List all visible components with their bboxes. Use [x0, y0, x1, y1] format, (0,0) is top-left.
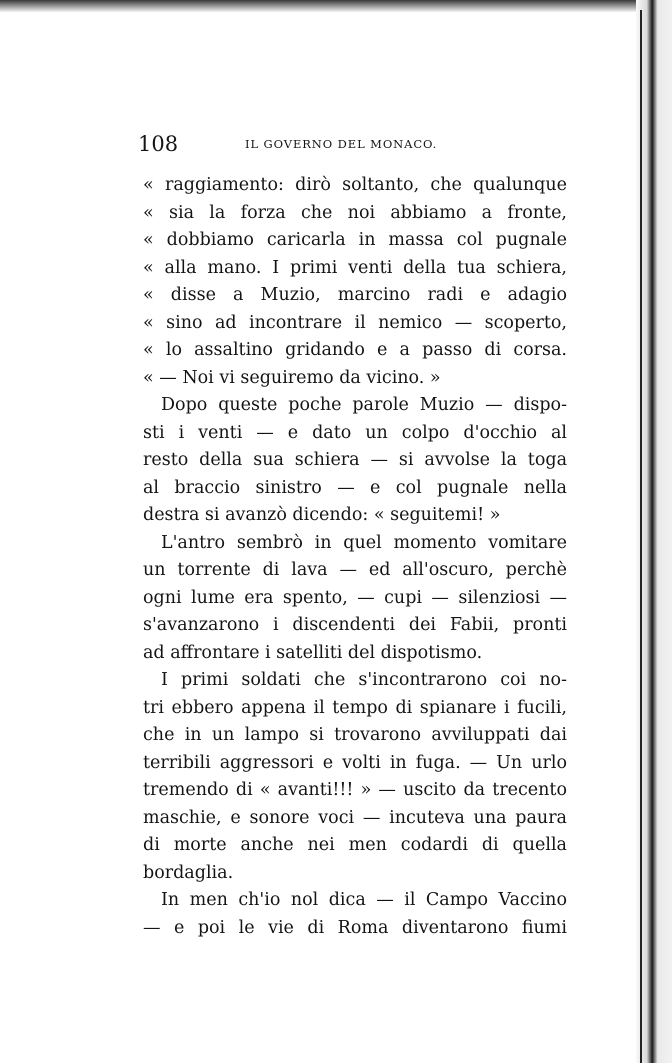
- text-line: « lo assaltino gridando e a passo di corsa.: [143, 340, 567, 360]
- text-line: ogni lume era spento, — cupi — silenziosi —: [143, 587, 567, 608]
- page-number: 108: [138, 132, 179, 156]
- text-line: resto della sua schiera — si avvolse la toga: [143, 450, 567, 470]
- text-line: « alla mano. I primi venti della tua schiera,: [143, 257, 567, 278]
- text-line: tri ebbero appena il tempo di spianare i fucili,: [143, 697, 567, 718]
- text-line: « dobbiamo caricarla in massa col pugnale: [143, 230, 567, 250]
- text-line: s'avanzarono i discendenti dei Fabii, pronti: [143, 615, 567, 635]
- text-line: ad affrontare i satelliti del dispotismo.: [143, 642, 483, 663]
- text-line: terribili aggressori e volti in fuga. — Un urlo: [143, 752, 567, 773]
- text-line: tremendo di « avanti!!! » — uscito da trecento: [143, 780, 567, 800]
- text-line: « raggiamento: dirò soltanto, che qualunque: [143, 175, 567, 195]
- text-line: « sia la forza che noi abbiamo a fronte,: [143, 202, 567, 223]
- text-line: al braccio sinistro — e col pugnale nella: [143, 477, 567, 498]
- text-line: « sino ad incontrare il nemico — scoperto,: [143, 312, 567, 333]
- text-line: In men ch'io nol dica — il Campo Vaccino: [161, 890, 567, 910]
- text-line: I primi soldati che s'incontrarono coi no-: [161, 670, 567, 690]
- page-header: [138, 130, 568, 160]
- text-line: di morte anche nei men codardi di quella: [143, 835, 567, 855]
- scan-top-edge: [0, 0, 672, 12]
- gutter-shadow-line: [640, 10, 642, 1063]
- text-line: che in un lampo si trovarono avviluppati dai: [143, 725, 567, 745]
- running-title: IL GOVERNO DEL MONACO.: [245, 137, 438, 151]
- text-line: bordaglia.: [143, 862, 234, 883]
- text-line: maschie, e sonore voci — incuteva una paura: [143, 807, 567, 828]
- text-line: L'antro sembrò in quel momento vomitare: [161, 532, 567, 553]
- text-line: destra si avanzò dicendo: « seguitemi! »: [143, 505, 501, 525]
- body-text: [143, 172, 567, 942]
- text-line: Dopo queste poche parole Muzio — dispo-: [161, 395, 567, 415]
- text-line: « disse a Muzio, marcino radi e adagio: [143, 285, 567, 305]
- text-line: un torrente di lava — ed all'oscuro, perchè: [143, 560, 567, 580]
- text-line: « — Noi vi seguiremo da vicino. »: [143, 367, 441, 388]
- text-line: — e poi le vie di Roma diventarono fiumi: [143, 917, 567, 938]
- text-line: sti i venti — e dato un colpo d'occhio al: [143, 422, 567, 443]
